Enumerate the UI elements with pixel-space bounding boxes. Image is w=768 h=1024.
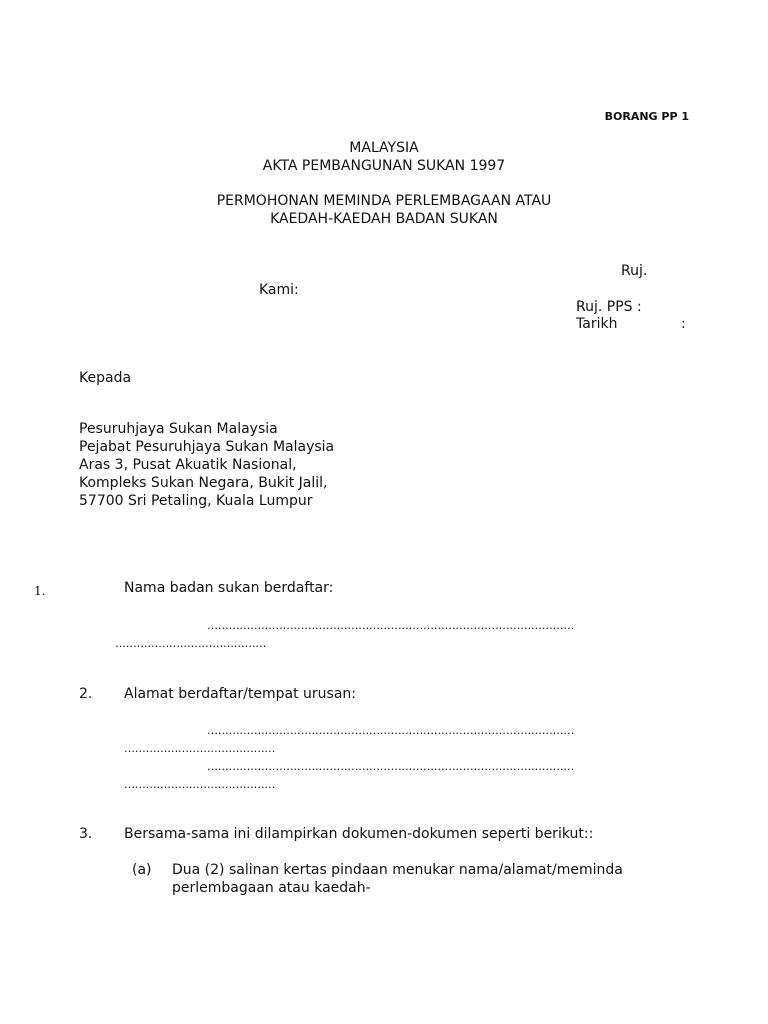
sub-item-marker: (a)	[132, 862, 152, 878]
address-line: Pejabat Pesuruhjaya Sukan Malaysia	[79, 439, 335, 455]
address-line: Aras 3, Pusat Akuatik Nasional,	[79, 457, 297, 473]
fill-in-dots: ……………………………………	[124, 778, 276, 791]
tarikh-colon: :	[681, 316, 686, 332]
form-code: BORANG PP 1	[604, 110, 689, 123]
item-number: 2.	[79, 686, 93, 702]
title-line-2: KAEDAH-KAEDAH BADAN SUKAN	[270, 211, 498, 227]
item-number: 3.	[79, 826, 93, 842]
item-label: Nama badan sukan berdaftar:	[124, 580, 334, 596]
ruj-pps-label: Ruj. PPS :	[576, 299, 642, 315]
country-heading: MALAYSIA	[349, 140, 419, 156]
sub-item-text: perlembagaan atau kaedah-	[172, 880, 371, 896]
fill-in-dots: ……………………………………	[124, 742, 276, 755]
address-line: Kompleks Sukan Negara, Bukit Jalil,	[79, 475, 328, 491]
kami-label: Kami:	[259, 282, 299, 298]
address-line: 57700 Sri Petaling, Kuala Lumpur	[79, 493, 313, 509]
fill-in-dots: …………………………………………………………………………………………	[207, 760, 575, 773]
title-line-1: PERMOHONAN MEMINDA PERLEMBAGAAN ATAU	[216, 193, 552, 209]
kepada-label: Kepada	[79, 370, 132, 386]
tarikh-label: Tarikh	[576, 316, 618, 332]
sub-item-text: Dua (2) salinan kertas pindaan menukar nama/alamat/meminda	[172, 862, 623, 878]
fill-in-dots: ……………………………………	[115, 637, 267, 650]
item-label: Alamat berdaftar/tempat urusan:	[124, 686, 357, 702]
fill-in-dots: …………………………………………………………………………………………	[207, 724, 575, 737]
address-line: Pesuruhjaya Sukan Malaysia	[79, 421, 278, 437]
item-label: Bersama-sama ini dilampirkan dokumen-dokumen seperti berikut::	[124, 826, 594, 842]
act-heading: AKTA PEMBANGUNAN SUKAN 1997	[262, 158, 506, 174]
fill-in-dots: …………………………………………………………………………………………	[207, 619, 575, 632]
ruj-label: Ruj.	[621, 263, 648, 279]
item-number: 1.	[34, 584, 46, 598]
